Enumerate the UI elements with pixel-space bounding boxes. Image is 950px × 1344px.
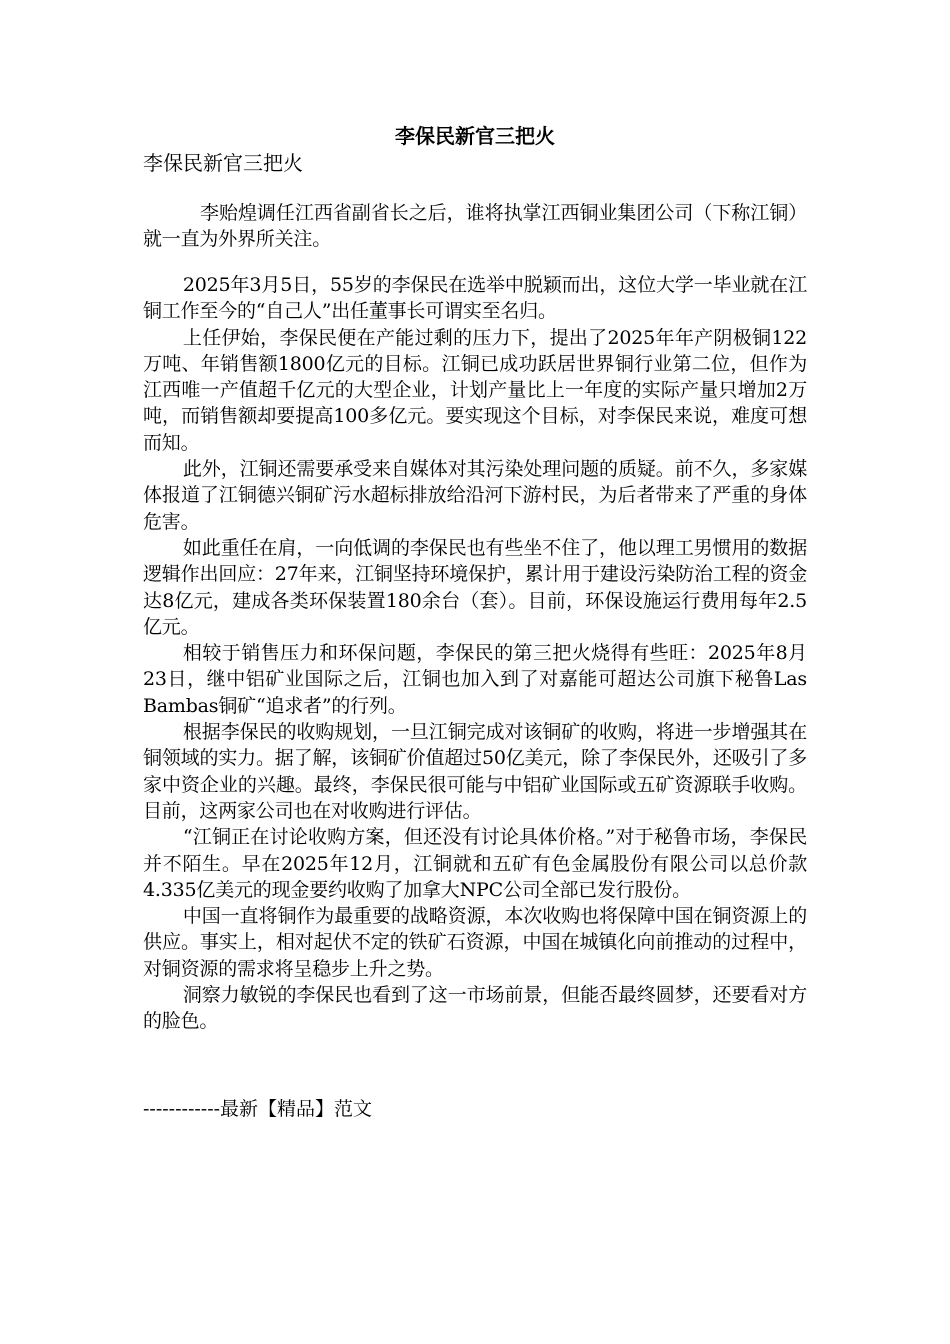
- paragraph: 此外，江铜还需要承受来自媒体对其污染处理问题的质疑。前不久，多家媒体报道了江铜德兴铜矿污水超标排放给沿河下游村民，为后者带来了严重的身体危害。: [143, 458, 807, 533]
- paragraph: 2025年3月5日，55岁的李保民在选举中脱颖而出，这位大学一毕业就在江铜工作至今的“自己人”出任董事长可谓实至名归。: [143, 274, 807, 323]
- paragraph: 洞察力敏锐的李保民也看到了这一市场前景，但能否最终圆梦，还要看对方的脸色。: [143, 984, 807, 1033]
- intro-paragraph: 李贻煌调任江西省副省长之后，谁将执掌江西铜业集团公司（下称江铜）就一直为外界所关注。: [143, 202, 807, 251]
- paragraph: 根据李保民的收购规划，一旦江铜完成对该铜矿的收购，将进一步增强其在铜领域的实力。据了解，该铜矿价值超过50亿美元，除了李保民外，还吸引了多家中资企业的兴趣。最终，李保民很可能与中铝矿业国际或五矿资源联手收购。目前，这两家公司也在对收购进行评估。: [143, 721, 807, 822]
- paragraph: 如此重任在肩，一向低调的李保民也有些坐不住了，他以理工男惯用的数据逻辑作出回应：27年来，江铜坚持环境保护，累计用于建设污染防治工程的资金达8亿元，建成各类环保装置180余台（套）。目前，环保设施运行费用每年2.5亿元。: [143, 536, 807, 638]
- document-title: 李保民新官三把火: [395, 124, 555, 148]
- intro-section: [143, 200, 807, 253]
- article-body: [143, 272, 807, 1035]
- paragraph: 中国一直将铜作为最重要的战略资源，本次收购也将保障中国在铜资源上的供应。事实上，相对起伏不定的铁矿石资源，中国在城镇化向前推动的过程中，对铜资源的需求将呈稳步上升之势。: [143, 905, 807, 980]
- footer-note: ------------最新【精品】范文: [143, 1098, 373, 1120]
- paragraph: 相较于销售压力和环保问题，李保民的第三把火烧得有些旺：2025年8月23日，继中铝矿业国际之后，江铜也加入到了对嘉能可超达公司旗下秘鲁Las Bambas铜矿“追求者”的行列。: [143, 642, 807, 717]
- document-subtitle: 李保民新官三把火: [143, 151, 303, 175]
- paragraph: 上任伊始，李保民便在产能过剩的压力下，提出了2025年年产阴极铜122万吨、年销售额1800亿元的目标。江铜已成功跃居世界铜行业第二位，但作为江西唯一产值超千亿元的大型企业，计划产量比上一年度的实际产量只增加2万吨，而销售额却要提高100多亿元。要实现这个目标，对李保民来说，难度可想而知。: [143, 326, 807, 454]
- paragraph: “江铜正在讨论收购方案，但还没有讨论具体价格。”对于秘鲁市场，李保民并不陌生。早在2025年12月，江铜就和五矿有色金属股份有限公司以总价款4.335亿美元的现金要约收购了加拿大NPC公司全部已发行股份。: [143, 826, 807, 901]
